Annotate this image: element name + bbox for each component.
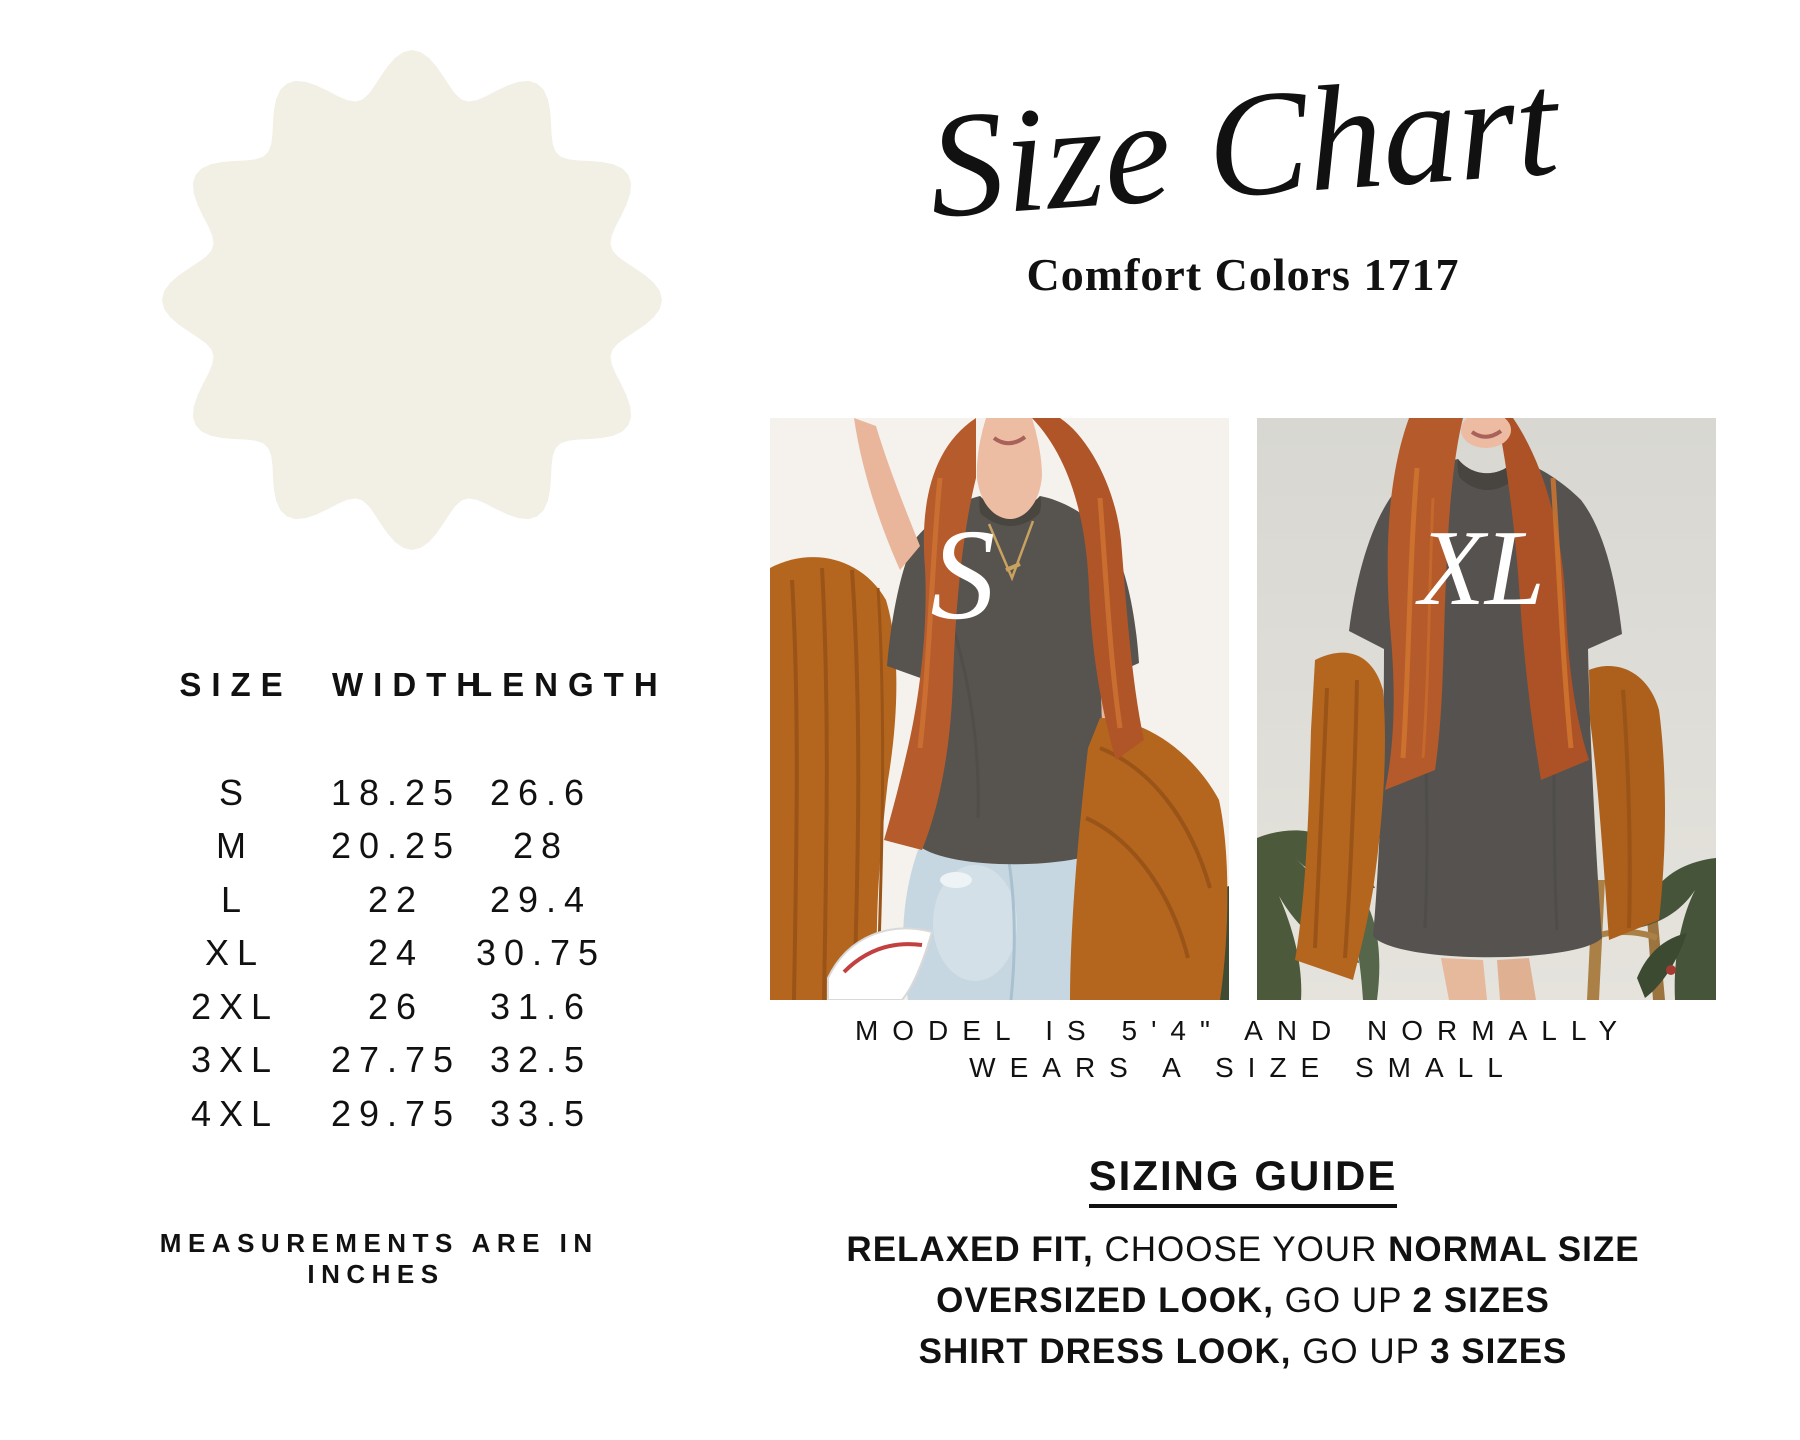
shirt-size-letter-s: S <box>930 503 996 648</box>
size-table-cell: XL <box>204 932 266 974</box>
size-table-cell: 29.75 <box>330 1092 462 1134</box>
size-table-cell: 20.25 <box>330 825 462 867</box>
shirt-size-letter-xl: XL <box>1418 509 1545 629</box>
size-table-cell: 26.6 <box>489 771 593 813</box>
sizing-guide-line <box>720 1326 1766 1377</box>
size-table-cell: 31.6 <box>489 985 593 1027</box>
sizing-guide-lines <box>720 1224 1766 1377</box>
size-table-cell: 32.5 <box>489 1039 593 1081</box>
guide-text-segment: OVERSIZED LOOK, <box>936 1281 1285 1320</box>
header-width: WIDTH <box>332 666 491 703</box>
size-table-row <box>140 1087 612 1141</box>
model-photos <box>770 418 1716 1000</box>
size-table-cell: 24 <box>367 932 425 974</box>
size-table-cell: 22 <box>367 878 425 920</box>
size-table-row <box>140 873 612 927</box>
size-table-cell: 18.25 <box>330 771 462 813</box>
size-table <box>140 666 668 1141</box>
size-table-cell: 29.4 <box>489 878 593 920</box>
sizing-guide-heading <box>770 1152 1716 1200</box>
photo-model-size-xl <box>1257 418 1716 1000</box>
size-table-cell: 27.75 <box>330 1039 462 1081</box>
size-table-cell: M <box>216 825 254 867</box>
guide-text-segment: CHOOSE YOUR <box>1104 1230 1389 1269</box>
size-table-cell: L <box>220 878 250 920</box>
size-table-cell: 30.75 <box>475 932 607 974</box>
model-note <box>770 1012 1716 1086</box>
header-size: SIZE <box>179 666 293 703</box>
guide-text-segment: SHIRT DRESS LOOK, <box>918 1332 1303 1371</box>
size-table-row <box>140 980 612 1034</box>
size-table-header <box>140 666 668 704</box>
model-note-line1: MODEL IS 5'4" AND NORMALLY <box>854 1015 1632 1046</box>
guide-text-segment: GO UP <box>1302 1332 1431 1371</box>
guide-text-segment: 2 SIZES <box>1412 1281 1550 1320</box>
size-table-cell: 33.5 <box>489 1092 593 1134</box>
photo-model-size-s <box>770 418 1229 1000</box>
size-table-cell: 2XL <box>190 985 280 1027</box>
size-table-cell: 4XL <box>190 1092 280 1134</box>
guide-text-segment: GO UP <box>1284 1281 1413 1320</box>
guide-text-segment: RELAXED FIT, <box>846 1230 1105 1269</box>
size-table-row <box>140 1034 612 1088</box>
guide-text-segment: 3 SIZES <box>1430 1332 1568 1371</box>
sizing-guide-line <box>720 1275 1766 1326</box>
size-table-row <box>140 927 612 981</box>
size-table-cell: 3XL <box>190 1039 280 1081</box>
scallop-blob <box>162 50 662 550</box>
page-subtitle: Comfort Colors 1717 <box>1026 249 1460 300</box>
size-table-cell: 28 <box>512 825 570 867</box>
page-title: Size Chart <box>923 40 1563 250</box>
header-length: LENGTH <box>472 666 668 703</box>
size-table-cell: 26 <box>367 985 425 1027</box>
sizing-guide-heading-text: SIZING GUIDE <box>1089 1152 1398 1208</box>
size-table-row <box>140 820 612 874</box>
measurements-note: MEASUREMENTS ARE IN INCHES <box>159 1228 599 1289</box>
photo-xl-illustration <box>1257 418 1716 1000</box>
photo-s-illustration <box>770 418 1229 1000</box>
guide-text-segment: NORMAL SIZE <box>1388 1230 1640 1269</box>
size-table-row <box>140 766 612 820</box>
model-note-line2: WEARS A SIZE SMALL <box>969 1052 1517 1083</box>
size-table-cell: S <box>218 771 251 813</box>
scallop-shape <box>146 34 678 566</box>
sizing-guide-line <box>720 1224 1766 1275</box>
size-table-body <box>140 766 612 1141</box>
